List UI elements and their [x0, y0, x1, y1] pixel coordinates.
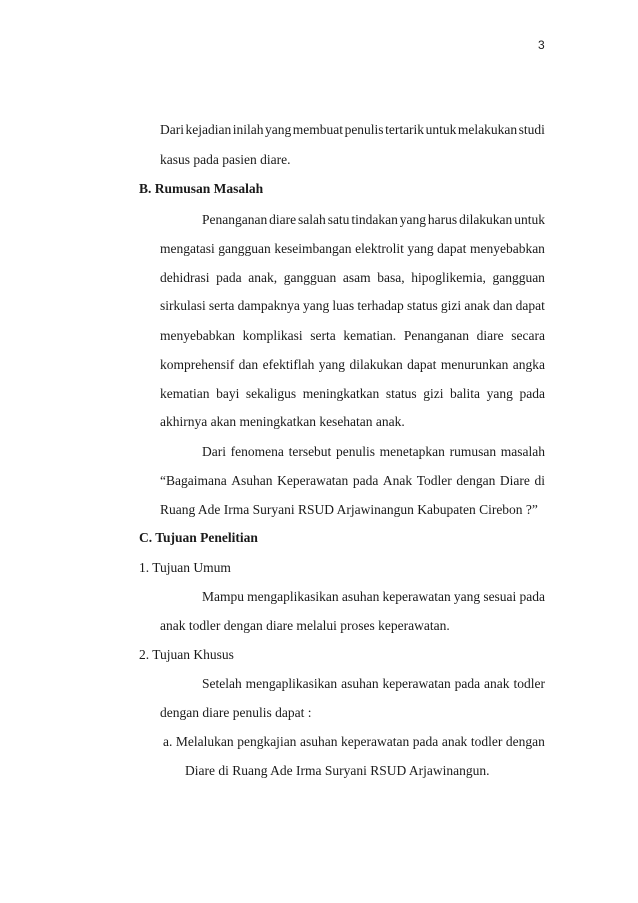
word: diare [269, 212, 297, 227]
section-b-p1-line-7 [160, 386, 545, 402]
section-b-heading: B. Rumusan Masalah [139, 181, 264, 196]
word: bayi [216, 386, 240, 401]
word: Keperawatan [277, 473, 349, 488]
word: komplikasi [242, 328, 303, 343]
word: yang [453, 589, 481, 604]
section-c-item-1-heading: 1. Tujuan Umum [139, 560, 231, 575]
section-c-heading: C. Tujuan Penelitian [139, 530, 258, 545]
word: gangguan [283, 270, 337, 285]
word: Dari [160, 122, 184, 137]
section-b-p1-line-2 [160, 241, 545, 257]
word: keperawatan [341, 734, 410, 749]
word: kematian. [343, 328, 397, 343]
word: masalah [500, 444, 545, 459]
word: menurunkan [440, 357, 509, 372]
word: pada [519, 589, 545, 604]
word: asam [342, 270, 371, 285]
word: dan [238, 357, 259, 372]
word: pada [519, 386, 545, 401]
word: menyebabkan [469, 241, 545, 256]
section-b-p1-line-8: akhirnya akan meningkatkan kesehatan anak. [160, 414, 405, 429]
word: todler [470, 734, 503, 749]
word: membuat [292, 122, 344, 137]
word: inilah [232, 122, 264, 137]
word: yang [407, 241, 434, 256]
word: “Bagaimana [160, 473, 227, 488]
word: yang [302, 298, 330, 313]
section-c-item-2-sub-a-line-1 [163, 734, 545, 750]
word: di [534, 473, 545, 488]
word: penulis [344, 122, 384, 137]
intro-line-2: kasus pada pasien diare. [160, 152, 291, 167]
word: kematian [160, 386, 210, 401]
section-b-p1-line-3 [160, 270, 545, 286]
word: dapat [437, 241, 467, 256]
word: kejadian [185, 122, 232, 137]
word: mengaplikasikan [245, 676, 338, 691]
section-c-item-2-sub-a-line-2: Diare di Ruang Ade Irma Suryani RSUD Arjawinangun. [185, 763, 490, 778]
word: Setelah [202, 676, 242, 691]
word: yang [399, 212, 426, 227]
word: Penanganan [403, 328, 470, 343]
word: anak [441, 734, 468, 749]
word: Dari [202, 444, 226, 459]
section-b-p2-line-3: Ruang Ade Irma Suryani RSUD Arjawinangun Kabupaten Cirebon ?” [160, 502, 538, 517]
word: Melalukan [175, 734, 234, 749]
word: studi [518, 122, 545, 137]
section-c-item-1-line-1 [202, 589, 545, 605]
word: rumusan [449, 444, 497, 459]
word: pada [352, 473, 379, 488]
section-c-item-1-line-2: anak todler dengan diare melalui proses keperawatan. [160, 618, 450, 633]
word: angka [512, 357, 545, 372]
word: Mampu [202, 589, 244, 604]
word: dan [493, 298, 513, 313]
section-b-p1-line-1 [202, 212, 545, 228]
word: secara [511, 328, 545, 343]
intro-line-1 [160, 122, 545, 138]
word: satu [327, 212, 350, 227]
word: harus [427, 212, 458, 227]
word: dilakukan [349, 357, 403, 372]
word: dehidrasi [160, 270, 210, 285]
word: anak [464, 298, 490, 313]
section-c-item-2-line-1 [202, 676, 545, 692]
word: terhadap [357, 298, 404, 313]
word: gizi [440, 298, 462, 313]
word: mengatasi [160, 241, 215, 256]
word: menyebabkan [160, 328, 235, 343]
word: Penanganan [202, 212, 268, 227]
word: status [406, 298, 438, 313]
word: dampaknya [237, 298, 300, 313]
word: balita [450, 386, 481, 401]
word: gizi [423, 386, 444, 401]
word: asuhan [299, 734, 338, 749]
word: sesuai [483, 589, 517, 604]
word: todler [513, 676, 545, 691]
word: komprehensif [160, 357, 235, 372]
word: serta [310, 328, 336, 343]
word: asuhan [341, 589, 380, 604]
word: status [385, 386, 417, 401]
word: tindakan [351, 212, 398, 227]
word: mengaplikasikan [247, 589, 339, 604]
word: pada [454, 676, 481, 691]
word: efektiflah [262, 357, 315, 372]
word: meningkatkan [302, 386, 380, 401]
word: tertarik [385, 122, 425, 137]
word: hipoglikemia, [411, 270, 486, 285]
word: gangguan [218, 241, 271, 256]
section-b-p1-line-5 [160, 328, 545, 344]
word: pada [412, 734, 439, 749]
word: luas [332, 298, 355, 313]
section-b-p1-line-6 [160, 357, 545, 373]
word: melakukan [457, 122, 518, 137]
word: yang [486, 386, 513, 401]
section-b-p2-line-2 [160, 473, 545, 489]
word: Asuhan [231, 473, 273, 488]
word: Diare [499, 473, 530, 488]
word: penulis [336, 444, 375, 459]
word: yang [265, 122, 292, 137]
word: untuk [514, 212, 545, 227]
word: keperawatan [382, 676, 451, 691]
word: fenomena [230, 444, 284, 459]
word: pada [216, 270, 242, 285]
word: sekaligus [245, 386, 297, 401]
section-b-p2-line-1 [202, 444, 545, 460]
word: basa, [377, 270, 405, 285]
word: salah [298, 212, 326, 227]
word: dapat [407, 357, 437, 372]
word: gangguan [492, 270, 545, 285]
word: Todler [416, 473, 452, 488]
section-c-item-2-line-2: dengan diare penulis dapat : [160, 705, 312, 720]
word: dengan [456, 473, 496, 488]
word: pengkajian [237, 734, 297, 749]
word: yang [318, 357, 346, 372]
word: diare [476, 328, 504, 343]
word: elektrolit [355, 241, 404, 256]
word: dapat [515, 298, 545, 313]
word: anak [484, 676, 510, 691]
page-number: 3 [538, 38, 545, 52]
word: Anak [382, 473, 413, 488]
word: dilakukan [459, 212, 513, 227]
word: menetapkan [379, 444, 445, 459]
word: dengan [505, 734, 545, 749]
section-c-item-2-heading: 2. Tujuan Khusus [139, 647, 234, 662]
word: untuk [425, 122, 457, 137]
word: tersebut [288, 444, 332, 459]
section-b-p1-line-4 [160, 298, 545, 314]
word: a. [163, 734, 173, 749]
word: serta [208, 298, 235, 313]
word: anak, [248, 270, 278, 285]
word: keperawatan [382, 589, 451, 604]
word: keseimbangan [274, 241, 352, 256]
word: asuhan [341, 676, 379, 691]
word: sirkulasi [160, 298, 206, 313]
